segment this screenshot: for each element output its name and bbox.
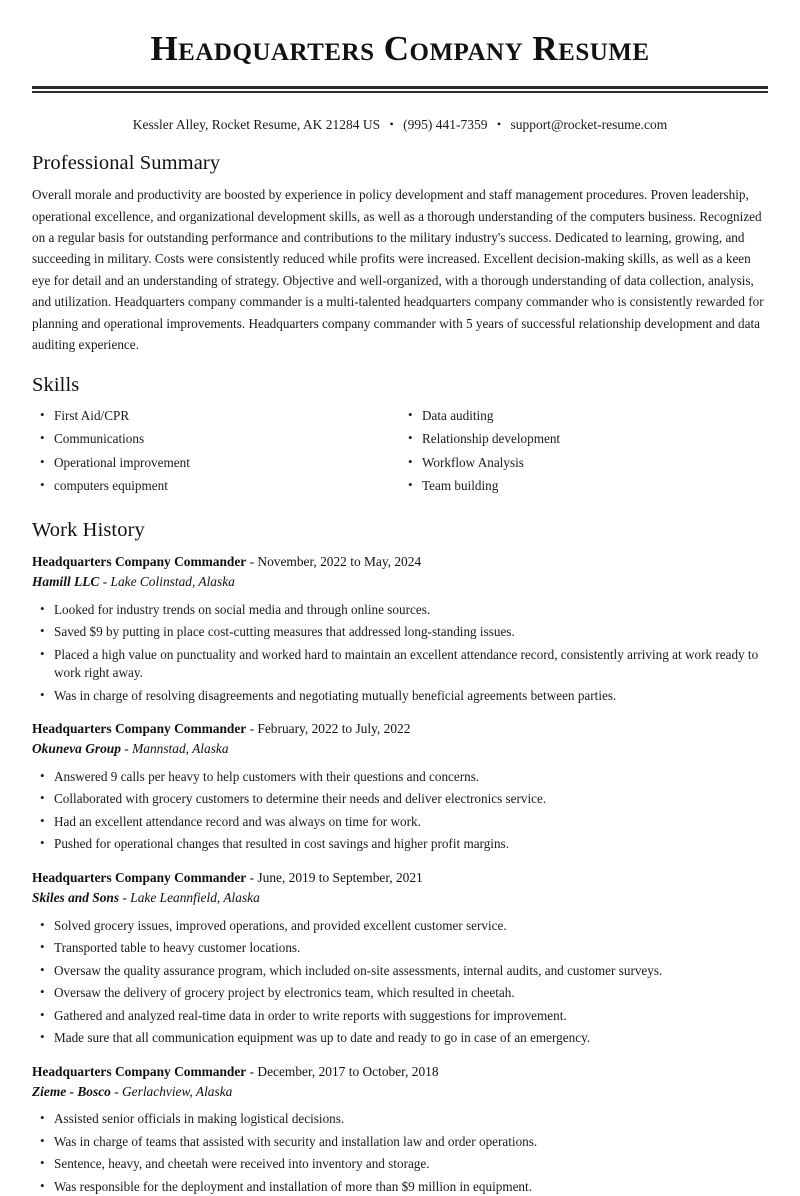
list-item: • First Aid/CPR — [32, 407, 400, 425]
section-skills — [32, 373, 768, 500]
job-title-line — [32, 1062, 768, 1081]
job-company-line — [32, 572, 768, 591]
job-company: Okuneva Group — [32, 741, 121, 757]
skills-list-right — [400, 407, 768, 495]
list-item: • Pushed for operational changes that resulted in cost savings and higher profit margins. — [32, 835, 768, 853]
list-item: • Sentence, heavy, and cheetah were received into inventory and storage. — [32, 1155, 768, 1173]
page-title: Headquarters Company Resume — [150, 29, 650, 68]
list-item: • computers equipment — [32, 477, 400, 495]
contact-line — [32, 117, 768, 133]
list-item: • Oversaw the delivery of grocery project by electronics team, which resulted in cheetah. — [32, 984, 768, 1002]
job-dates: - June, 2019 to September, 2021 — [249, 869, 423, 885]
job-company: Zieme - Bosco — [32, 1084, 111, 1100]
job-title-line — [32, 868, 768, 887]
job-title: Headquarters Company Commander — [32, 721, 247, 737]
skills-column-right — [400, 407, 768, 500]
work-history-entry — [32, 719, 768, 854]
job-location: - Lake Leannfield, Alaska — [122, 890, 260, 906]
list-item: • Communications — [32, 430, 400, 448]
skills-columns — [32, 407, 768, 500]
contact-separator-1: • — [389, 116, 394, 131]
job-company-line — [32, 739, 768, 758]
list-item: • Looked for industry trends on social media and through online sources. — [32, 601, 768, 619]
list-item: • Operational improvement — [32, 454, 400, 472]
list-item: • Workflow Analysis — [400, 454, 768, 472]
section-work-history — [32, 518, 768, 1196]
list-item: • Was in charge of resolving disagreements and negotiating mutually beneficial agreements between parties. — [32, 687, 768, 705]
section-professional-summary — [32, 151, 768, 356]
divider-line-thin — [32, 91, 768, 93]
job-title-line — [32, 719, 768, 738]
list-item: • Was in charge of teams that assisted with security and installation law and order operations. — [32, 1133, 768, 1151]
job-title: Headquarters Company Commander — [32, 553, 247, 569]
list-item: • Had an excellent attendance record and was always on time for work. — [32, 813, 768, 831]
job-bullets — [32, 768, 768, 854]
list-item: • Gathered and analyzed real-time data in order to write reports with suggestions for improvement. — [32, 1007, 768, 1025]
list-item: • Solved grocery issues, improved operations, and provided excellent customer service. — [32, 917, 768, 935]
list-item: • Data auditing — [400, 407, 768, 425]
job-title: Headquarters Company Commander — [32, 1063, 247, 1079]
work-history-entry — [32, 552, 768, 705]
job-company: Hamill LLC — [32, 574, 100, 590]
job-dates: - February, 2022 to July, 2022 — [249, 721, 411, 737]
list-item: • Oversaw the quality assurance program, which included on-site assessments, internal audits, and customer surveys. — [32, 962, 768, 980]
list-item: • Answered 9 calls per heavy to help customers with their questions and concerns. — [32, 768, 768, 786]
skills-column-left — [32, 407, 400, 500]
skills-list-left — [32, 407, 400, 495]
section-heading-work-history: Work History — [32, 519, 145, 542]
section-heading-summary: Professional Summary — [32, 151, 221, 174]
work-history-entry — [32, 1062, 768, 1196]
list-item: • Relationship development — [400, 430, 768, 448]
job-dates: - December, 2017 to October, 2018 — [249, 1063, 439, 1079]
job-dates: - November, 2022 to May, 2024 — [249, 553, 422, 569]
summary-paragraph: Overall morale and productivity are boosted by experience in policy development and staff management procedures. Proven leadership, operational excellence, and organizational development skills, as well as a thorough understanding of the computers business. Recognized on a regular basis for outstanding performance and contributions to the military industry's success. Dedicated to learning, growing, and succeeding in military. Costs were consistently reduced while profits were increased. Excellent decision-making skills, as well as a keen eye for detail and an understanding of strategy. Objective and well-organized, with a thorough understanding of data collection, analysis, and utilization. Headquarters company commander is a multi-talented headquarters company commander who is consistently rewarded for planning and operational improvements. Headquarters company commander with 5 years of successful relationship development and data auditing experience. — [32, 187, 764, 352]
job-title: Headquarters Company Commander — [32, 869, 247, 885]
job-company: Skiles and Sons — [32, 890, 120, 906]
contact-separator-2: • — [496, 116, 502, 131]
list-item: • Saved $9 by putting in place cost-cutting measures that addressed long-standing issues. — [32, 623, 768, 641]
contact-email[interactable]: support@rocket-resume.com — [510, 116, 668, 132]
list-item: • Team building — [400, 477, 768, 495]
work-history-entry — [32, 868, 768, 1048]
job-bullets — [32, 917, 768, 1048]
list-item: • Made sure that all communication equipment was up to date and ready to go in case of an emergency. — [32, 1029, 768, 1047]
list-item: • Was responsible for the deployment and installation of more than $9 million in equipment. — [32, 1178, 768, 1196]
contact-address: Kessler Alley, Rocket Resume, AK 21284 US — [132, 116, 381, 132]
job-bullets — [32, 1110, 768, 1196]
job-bullets — [32, 601, 768, 705]
list-item: • Assisted senior officials in making logistical decisions. — [32, 1110, 768, 1128]
job-location: - Gerlachview, Alaska — [114, 1084, 233, 1100]
list-item: • Collaborated with grocery customers to determine their needs and deliver electronics service. — [32, 790, 768, 808]
job-company-line — [32, 888, 768, 907]
job-title-line — [32, 552, 768, 571]
section-heading-skills: Skills — [32, 374, 80, 397]
list-item: • Placed a high value on punctuality and worked hard to maintain an excellent attendance record, consistently arriving at work ready to work right away. — [32, 646, 768, 683]
header-divider — [32, 86, 768, 93]
job-company-line — [32, 1082, 768, 1101]
job-location: - Mannstad, Alaska — [124, 741, 229, 757]
contact-phone: (995) 441-7359 — [403, 116, 488, 132]
list-item: • Transported table to heavy customer locations. — [32, 939, 768, 957]
job-location: - Lake Colinstad, Alaska — [102, 574, 235, 590]
